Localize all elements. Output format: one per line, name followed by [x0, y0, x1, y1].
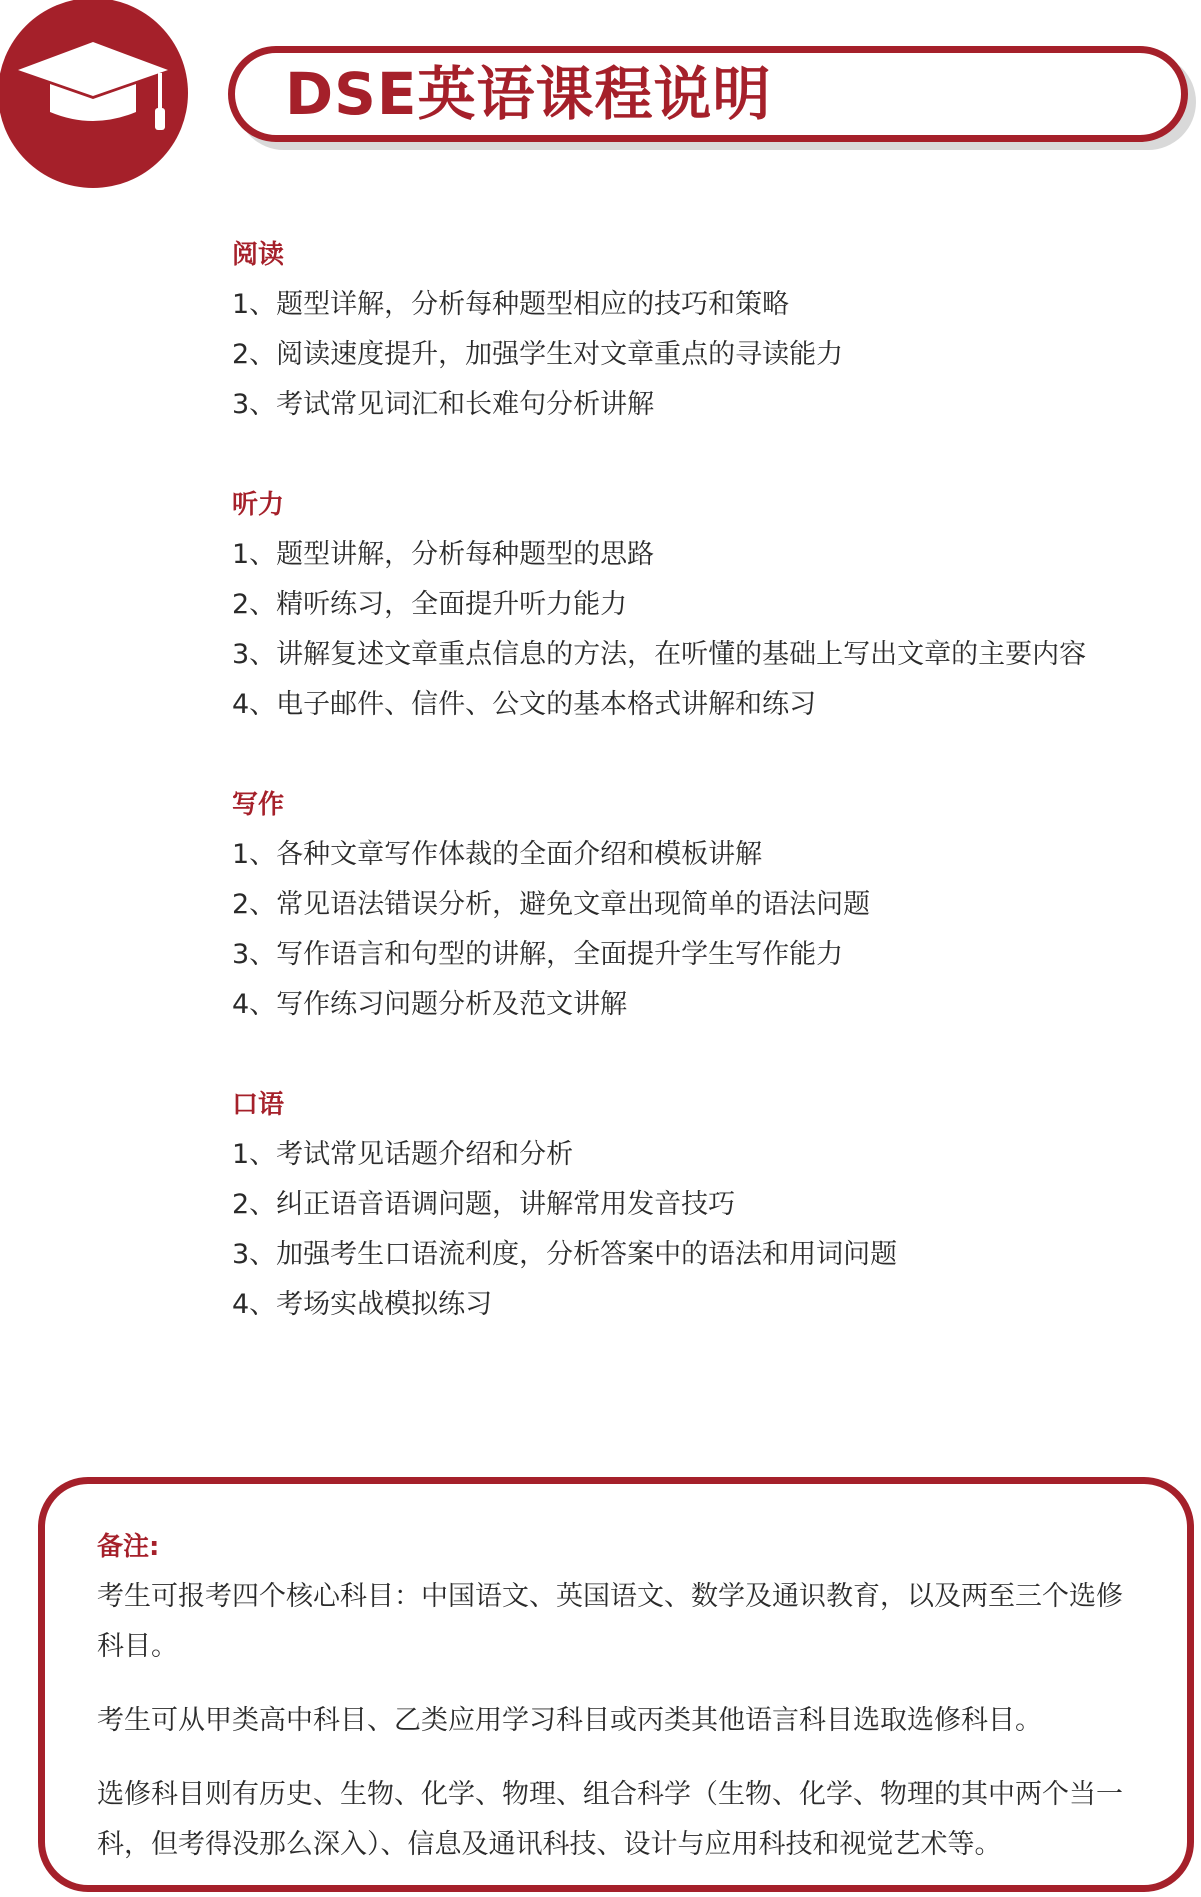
- list-item: 2、阅读速度提升，加强学生对文章重点的寻读能力: [232, 339, 844, 370]
- note-title: 备注:: [97, 1532, 160, 1562]
- note-box: [38, 1477, 1194, 1892]
- section-title: 听力: [232, 490, 285, 520]
- section-listening: [232, 480, 1172, 730]
- section-title: 口语: [232, 1090, 285, 1120]
- list-item: 1、题型详解，分析每种题型相应的技巧和策略: [232, 289, 790, 320]
- list-item: 3、写作语言和句型的讲解，全面提升学生写作能力: [232, 939, 844, 970]
- section-title: 写作: [232, 790, 285, 820]
- section-speaking: [232, 1080, 1172, 1330]
- list-item: 2、常见语法错误分析，避免文章出现简单的语法问题: [232, 889, 871, 920]
- list-item: 2、精听练习，全面提升听力能力: [232, 589, 628, 620]
- course-sections: [232, 230, 1172, 1380]
- list-item: 1、各种文章写作体裁的全面介绍和模板讲解: [232, 839, 763, 870]
- list-item: 1、考试常见话题介绍和分析: [232, 1139, 574, 1170]
- title-banner: [228, 46, 1188, 142]
- list-item: 3、考试常见词汇和长难句分析讲解: [232, 389, 655, 420]
- list-item: 4、电子邮件、信件、公文的基本格式讲解和练习: [232, 689, 817, 720]
- section-title: 阅读: [232, 240, 285, 270]
- list-item: 2、纠正语音语调问题，讲解常用发音技巧: [232, 1189, 736, 1220]
- list-item: 1、题型讲解，分析每种题型的思路: [232, 539, 655, 570]
- note-paragraph: 选修科目则有历史、生物、化学、物理、组合科学（生物、化学、物理的其中两个当一科，但考得没那么深入）、信息及通讯科技、设计与应用科技和视觉艺术等。: [97, 1779, 1123, 1860]
- list-item: 4、写作练习问题分析及范文讲解: [232, 989, 628, 1020]
- section-reading: [232, 230, 1172, 430]
- note-paragraph: 考生可报考四个核心科目：中国语文、英国语文、数学及通识教育，以及两至三个选修科目。: [97, 1581, 1123, 1662]
- list-item: 3、加强考生口语流利度，分析答案中的语法和用词问题: [232, 1239, 898, 1270]
- list-item: 3、讲解复述文章重点信息的方法，在听懂的基础上写出文章的主要内容: [232, 639, 1087, 670]
- page-title: DSE英语课程说明: [285, 60, 772, 128]
- list-item: 4、考场实战模拟练习: [232, 1289, 493, 1320]
- section-writing: [232, 780, 1172, 1030]
- graduation-cap-icon: [0, 0, 188, 188]
- logo-badge: [0, 0, 188, 188]
- note-paragraph: 考生可从甲类高中科目、乙类应用学习科目或丙类其他语言科目选取选修科目。: [97, 1705, 1042, 1736]
